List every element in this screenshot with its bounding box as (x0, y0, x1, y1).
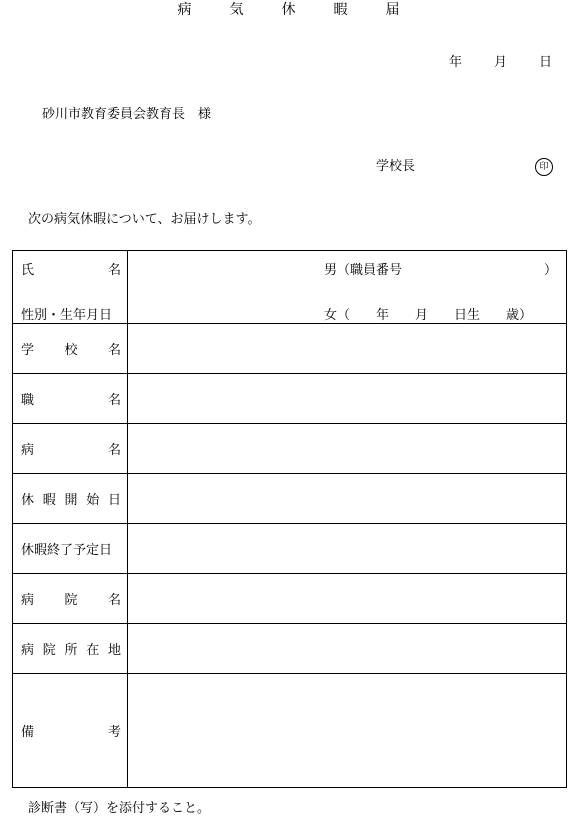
table-row (13, 574, 567, 624)
male-staff-number-line: 男（職員番号 ） (324, 263, 558, 278)
school-name-value-cell[interactable] (128, 324, 567, 374)
leave-end-date-label: 休暇終了予定日 (21, 543, 113, 558)
addressee: 砂川市教育委員会教育長 様 (42, 107, 212, 122)
date-day: 日 (538, 55, 552, 70)
leave-start-date-label: 休 暇 開 始 日 (21, 493, 121, 508)
table-row (13, 524, 567, 574)
date-month: 月 (493, 55, 507, 70)
date-year: 年 (449, 55, 463, 70)
table-row (13, 474, 567, 524)
name-gender-value-cell[interactable] (128, 251, 567, 324)
intro-text: 次の病気休暇について、お届けします。 (28, 212, 261, 227)
position-value-cell[interactable] (128, 374, 567, 424)
table-row (13, 374, 567, 424)
table-row (13, 424, 567, 474)
school-name-label: 学 校 名 (21, 343, 121, 358)
principal-label: 学校長 (376, 159, 416, 174)
position-label: 職 名 (21, 393, 121, 408)
table-row (13, 324, 567, 374)
hospital-address-value-cell[interactable] (128, 624, 567, 674)
remarks-value-cell[interactable] (128, 674, 567, 788)
title-char: 届 (385, 2, 400, 18)
hospital-address-label: 病 院 所 在 地 (21, 643, 121, 658)
remarks-label: 備 考 (21, 725, 121, 740)
gender-dob-label: 性別・生年月日 (21, 308, 113, 323)
title-char: 気 (229, 2, 244, 18)
date-line (449, 55, 552, 71)
title-char: 病 (177, 2, 192, 18)
document-title (0, 2, 577, 18)
title-char: 暇 (333, 2, 348, 18)
leave-end-date-value-cell[interactable] (128, 524, 567, 574)
remarks-row (13, 674, 567, 788)
hospital-name-label: 病 院 名 (21, 593, 121, 608)
title-char: 休 (281, 2, 296, 18)
female-birthdate-line: 女（ 年 月 日生 歳） (324, 308, 533, 323)
illness-name-value-cell[interactable] (128, 424, 567, 474)
leave-form-table (12, 250, 567, 788)
leave-start-date-value-cell[interactable] (128, 474, 567, 524)
footnote: 診断書（写）を添付すること。 (28, 801, 211, 816)
illness-name-label: 病 名 (21, 443, 121, 458)
table-row (13, 624, 567, 674)
name-label: 氏 名 (21, 263, 121, 278)
name-gender-row (13, 251, 567, 324)
seal-mark: 印 (535, 158, 553, 176)
hospital-name-value-cell[interactable] (128, 574, 567, 624)
